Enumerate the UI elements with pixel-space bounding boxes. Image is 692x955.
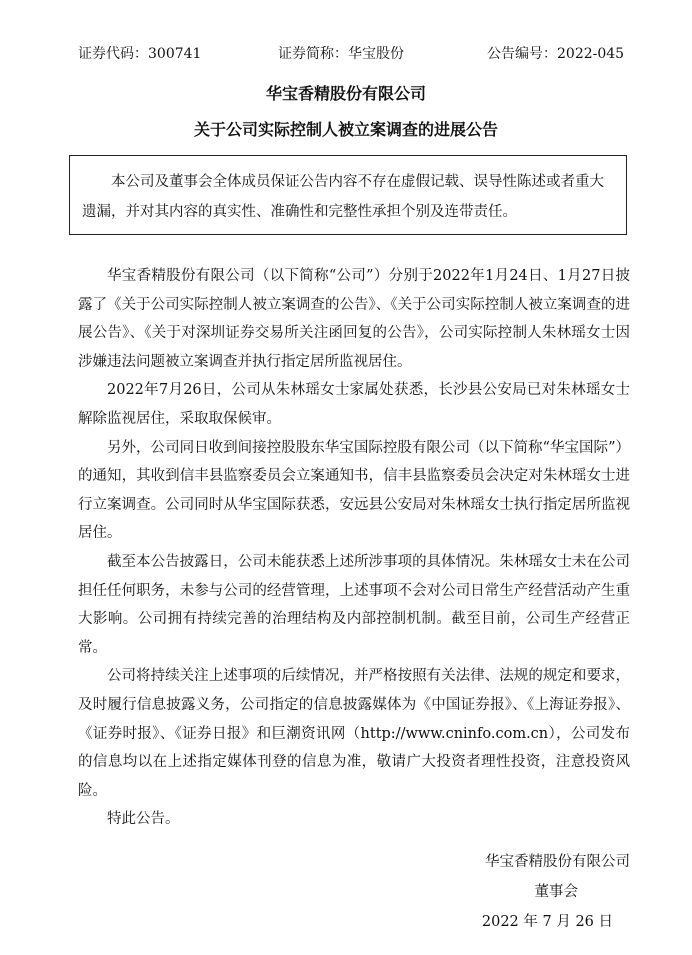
signature-company: 华宝香精股份有限公司	[485, 854, 630, 870]
closing-statement: 特此公告。	[107, 811, 180, 828]
signature-date: 2022 年 7 月 26 日	[481, 914, 613, 930]
board-guarantee-notice: 本公司及董事会全体成员保证公告内容不存在虚假记载、误导性陈述或者重大遗漏，并对其内容的真实性、准确性和完整性承担个别及连带责任。	[69, 155, 627, 235]
company-title: 华宝香精股份有限公司	[265, 84, 426, 103]
document-header	[0, 44, 692, 64]
paragraph: 2022年7月26日，公司从朱林瑶女士家属处获悉，长沙县公安局已对朱林瑶女士解除监视居住，采取取保候审。	[78, 382, 630, 427]
signature-board: 董事会	[534, 884, 578, 900]
paragraph: 华宝香精股份有限公司（以下简称“公司”）分别于2022年1月24日、1月27日披露了《关于公司实际控制人被立案调查的公告》、《关于公司实际控制人被立案调查的进展公告》、《关于对深圳证券交易所关注函回复的公告》，公司实际控制人朱林瑶女士因涉嫌违法问题被立案调查并执行指定居所监视居住。	[78, 268, 630, 370]
announcement-number: 公告编号：2022-045	[487, 46, 625, 62]
stock-abbreviation: 证券简称：华宝股份	[278, 46, 404, 62]
paragraph: 截至本公告披露日，公司未能获悉上述所涉事项的具体情况。朱林瑶女士未在公司担任任何职务，未参与公司的经营管理，上述事项不会对公司日常生产经营活动产生重大影响。公司拥有持续完善的治理结构及内部控制机制。截至目前，公司生产经营正常。	[78, 553, 630, 656]
announcement-title: 关于公司实际控制人被立案调查的进展公告	[193, 120, 498, 139]
announcement-body	[78, 262, 630, 834]
paragraph: 公司将持续关注上述事项的后续情况，并严格按照有关法律、法规的规定和要求，及时履行信息披露义务，公司指定的信息披露媒体为《中国证券报》、《上海证券报》、《证券时报》、《证券日报》和巨潮资讯网（http://www.cninfo.com.cn），公司发布的信息均以在上述指定媒体刊登的信息为准，敬请广大投资者理性投资，注意投资风险。	[78, 668, 630, 799]
stock-code: 证券代码：300741	[78, 46, 202, 62]
paragraph: 另外，公司同日收到间接控股股东华宝国际控股有限公司（以下简称“华宝国际”）的通知，其收到信丰县监察委员会立案通知书，信丰县监察委员会决定对朱林瑶女士进行立案调查。公司同时从华宝国际获悉，安远县公安局对朱林瑶女士执行指定居所监视居住。	[78, 439, 630, 542]
